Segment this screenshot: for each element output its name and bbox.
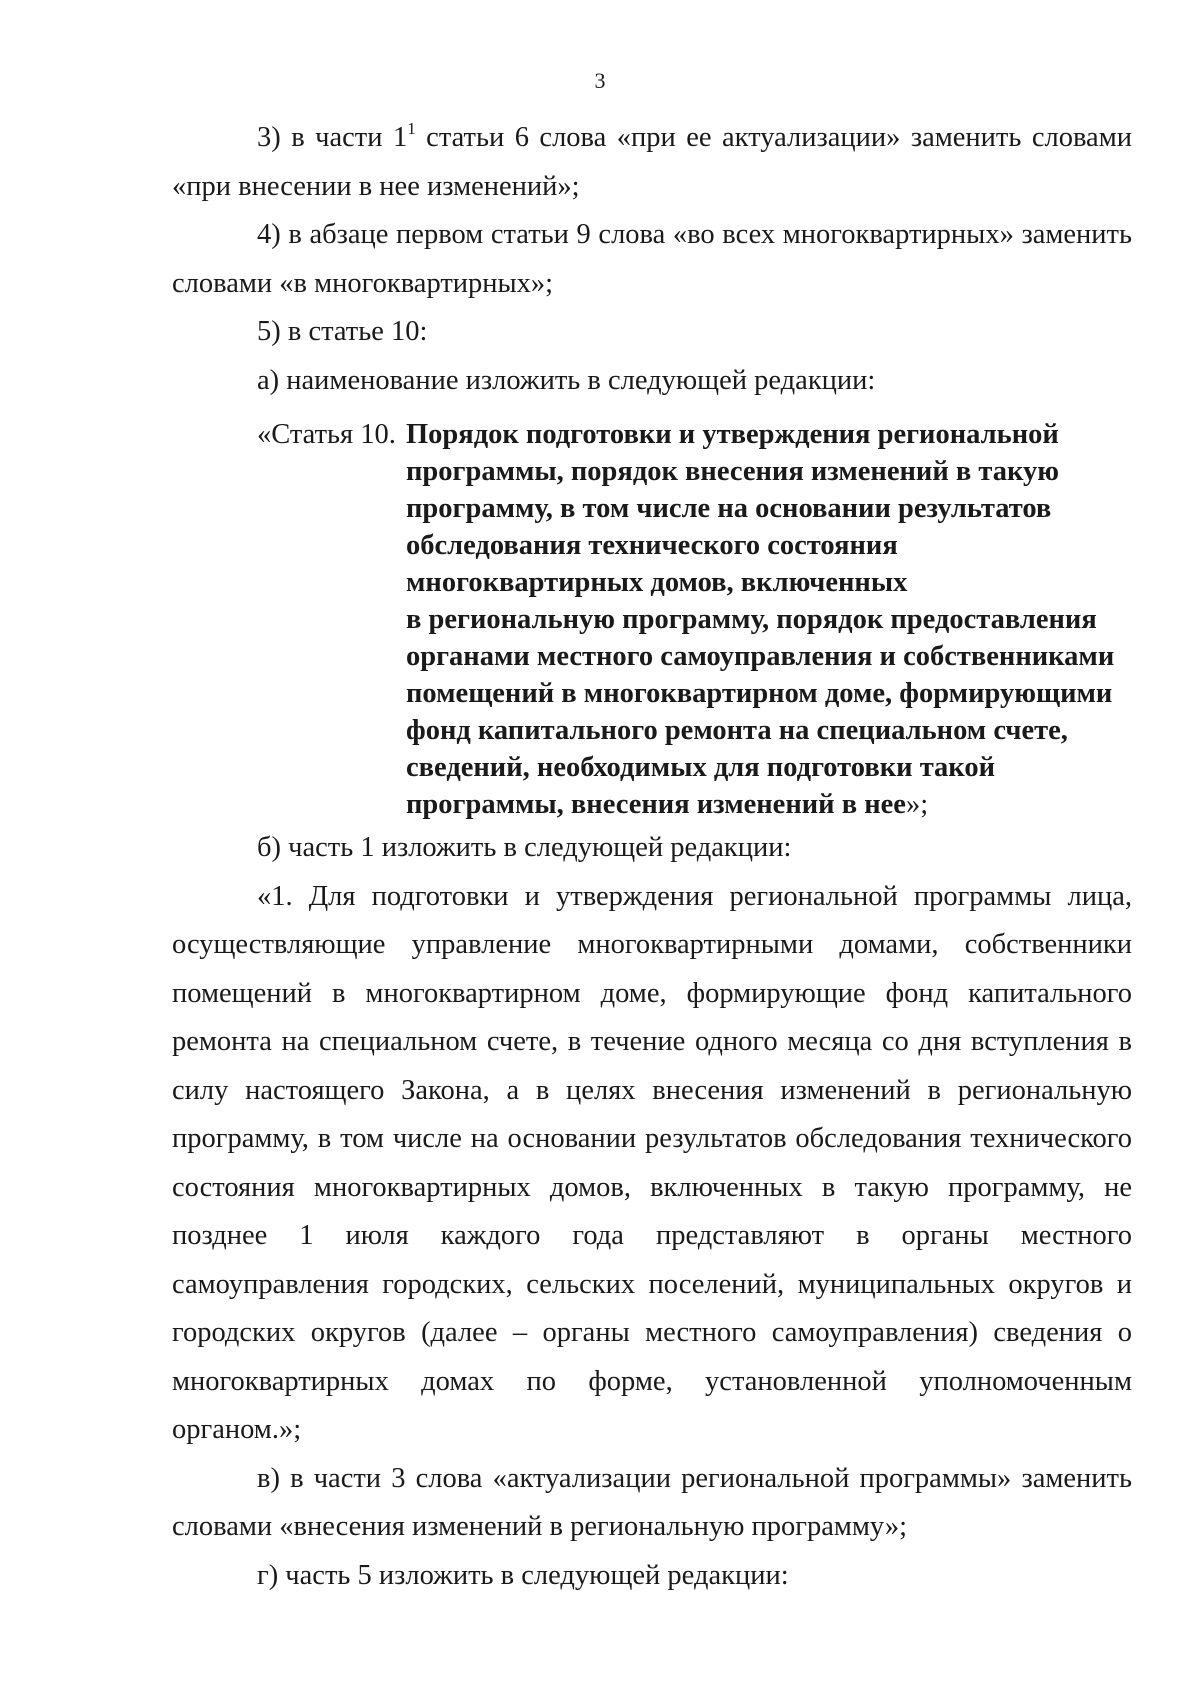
article-heading-lead: «Статья 10. [257,419,396,450]
item-5-paragraph: 5) в статье 10: [257,316,428,347]
item-5v-paragraph: в) в части 3 слова «актуализации региональной программы» заменить словами «внесения изменений в региональную программу»; [172,1462,1132,1542]
heading-line: многоквартирных домов, включенных [406,567,908,598]
article-heading-title [406,416,1137,823]
item-3-paragraph [172,114,1132,211]
heading-last-line-tail: »; [905,789,929,820]
page-number: 3 [594,68,606,93]
item-4-paragraph: 4) в абзаце первом статьи 9 слова «во всех многоквартирных» заменить словами «в многоквартирных»; [172,219,1132,299]
item-3-text-after: статьи 6 слова «при ее актуализации» заменить словами «при внесении в нее изменений»; [172,122,1132,202]
item-3-superscript: 1 [407,119,416,138]
item-3-text-before: 3) в части 1 [257,122,408,153]
heading-line: Порядок подготовки и утверждения региональной [406,419,1059,450]
heading-line: фонд капитального ремонта на специальном счете, [406,715,1068,746]
heading-line: помещений в многоквартирном доме, формирующими [406,678,1113,709]
heading-last-line-bold: программы, внесения изменений в нее [406,789,906,820]
heading-line: обследования технического состояния [406,530,898,561]
article-10-heading [257,416,1137,823]
amendments-block-top [172,114,1132,405]
heading-line: сведений, необходимых для подготовки такой [406,752,996,783]
part-1-new-text: «1. Для подготовки и утверждения региональной программы лица, осуществляющие управление многоквартирными домами, собственники помещений в многоквартирном доме, формирующие фонд капитального ремонта на специальном счете, в течение одного месяца со дня вступления в силу настоящего Закона, а в целях внесения изменений в региональную программу, в том числе на основании результатов обследования технического состояния многоквартирных домов, включенных в такую программу, не позднее 1 июля каждого года представляют в органы местного самоуправления городских, сельских поселений, муниципальных округов и городских округов (далее – органы местного самоуправления) сведения о многоквартирных домах по форме, установленной уполномоченным органом.»; [172,880,1132,1445]
item-5g-paragraph: г) часть 5 изложить в следующей редакции: [257,1559,789,1591]
heading-line: органами местного самоуправления и собственниками [406,641,1115,672]
item-5b-paragraph: б) часть 1 изложить в следующей редакции: [257,832,792,863]
heading-line: программу, в том числе на основании результатов [406,493,1052,524]
heading-line: в региональную программу, порядок предоставления [406,604,1097,635]
heading-last-line [406,786,1137,823]
item-5a-paragraph: а) наименование изложить в следующей редакции: [257,364,876,396]
heading-line: программы, порядок внесения изменений в такую [406,456,1060,487]
amendments-block-bottom [172,824,1132,1600]
